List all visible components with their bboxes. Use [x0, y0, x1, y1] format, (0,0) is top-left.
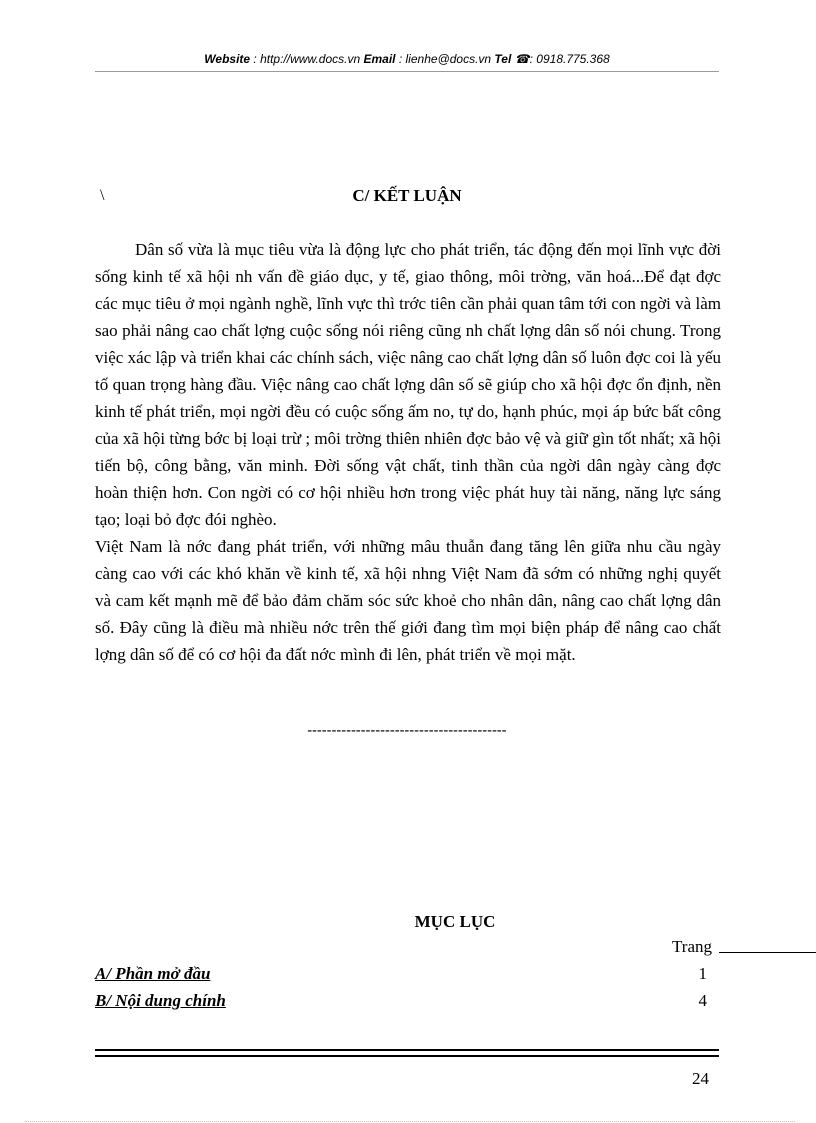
website-url[interactable]: : http://www.docs.vn — [253, 52, 361, 66]
page-number: 24 — [692, 1069, 709, 1088]
section-separator: ----------------------------------------- — [307, 723, 507, 738]
toc-entry-label[interactable]: B/ Nội dung chính — [95, 991, 226, 1010]
toc-entry-page: 1 — [698, 964, 707, 983]
header-divider — [95, 71, 719, 72]
footer-divider — [95, 1049, 719, 1057]
email-label: Email — [363, 52, 396, 66]
conclusion-body — [95, 236, 721, 668]
toc-entry-page: 4 — [698, 991, 707, 1010]
paragraph: Việt Nam là nớc đang phát triển, với những mâu thuẫn đang tăng lên giữa nhu cầu ngày càng cao với các khó khăn về kinh tế, xã hội nhng Việt Nam đã sớm có những nghị quyết và cam kết mạnh mẽ để bảo đảm chăm sóc sức khoẻ cho nhân dân, nâng cao chất lợng dân số. Đây cũng là điều mà nhiều nớc trên thế giới đang tìm mọi biện pháp để nâng cao chất lợng dân số để có cơ hội đa đất nớc mình đi lên, phát triển về mọi mặt. — [95, 537, 721, 664]
page-header — [95, 52, 719, 66]
toc-entry-label[interactable]: A/ Phần mở đầu — [95, 964, 211, 983]
toc-page-header: Trang — [672, 937, 712, 956]
toc-page-header-rule — [719, 952, 816, 953]
toc-entry[interactable] — [95, 991, 715, 1011]
paragraph: Dân số vừa là mục tiêu vừa là động lực cho phát triển, tác động đến mọi lĩnh vực đời sống kinh tế xã hội nh vấn đề giáo dục, y tế, giao thông, môi trờng, văn hoá...Để đạt đợc các mục tiêu ở mọi ngành nghề, lĩnh vực thì trớc tiên cần phải quan tâm tới con ngời và làm sao phải nâng cao chất lợng cuộc sống nói riêng cũng nh chất lợng dân số nói chung. Trong việc xác lập và triển khai các chính sách, việc nâng cao chất lợng dân số luôn đợc coi là yếu tố quan trọng hàng đầu. Việc nâng cao chất lợng dân số sẽ giúp cho xã hội đợc ổn định, nền kinh tế phát triển, mọi ngời đều có cuộc sống ấm no, tự do, hạnh phúc, mọi áp bức bất công của xã hội từng bớc bị loại trừ ; môi trờng thiên nhiên đợc bảo vệ và giữ gìn tốt nhất; xã hội tiến bộ, công bằng, văn minh. Đời sống vật chất, tinh thần của ngời dân ngày càng đợc hoàn thiện hơn. Con ngời có cơ hội nhiều hơn trong việc phát huy tài năng, năng lực sáng tạo; loại bỏ đợc đói nghèo. — [95, 240, 721, 529]
toc-entry[interactable] — [95, 964, 715, 984]
website-label: Website — [204, 52, 251, 66]
toc-title: MỤC LỤC — [414, 912, 496, 931]
tel-number: : 0918.775.368 — [529, 52, 610, 66]
email-address[interactable]: : lienhe@docs.vn — [398, 52, 492, 66]
section-title: C/ KẾT LUẬN — [352, 186, 462, 205]
tel-label: Tel — [494, 52, 512, 66]
phone-icon: ☎ — [514, 52, 530, 66]
page-bottom-border — [25, 1121, 795, 1122]
section-marker: \ — [100, 187, 105, 204]
